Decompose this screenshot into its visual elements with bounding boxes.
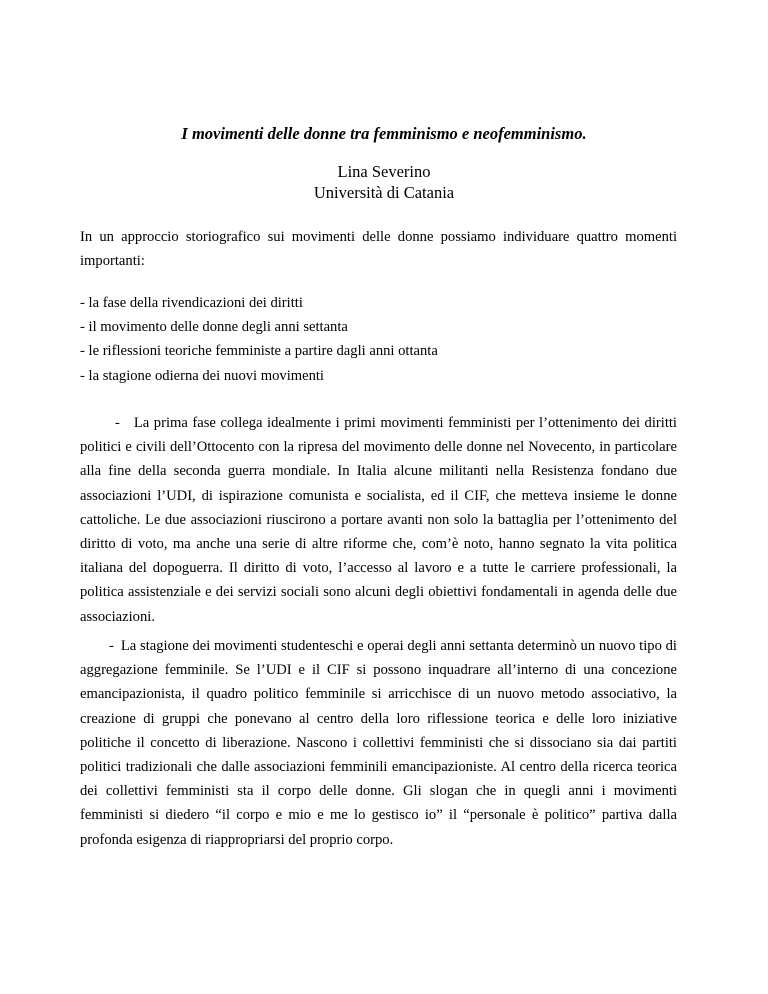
paragraph-text: La stagione dei movimenti studenteschi e operai degli anni settanta determinò un nuovo tipo di aggregazione femminile. Se l’UDI e il CIF si possono inquadrare all’interno di una concezione emancipazionista, il quadro politico femminile si arricchisce di un nuovo metodo associativo, la creazione di gruppi che ponevano al centro della loro riflessione teorica e delle loro iniziative politiche il concetto di liberazione. Nascono i collettivi femministi che si dissociano sia dai partiti politici tradizionali che dalle associazioni femminili emancipazioniste. Al centro della ricerca teorica dei collettivi femministi sta il corpo delle donne. Gli slogan che in quegli anni i movimenti femministi si diedero “il corpo e mio e me lo gestisco io” il “personale è politico” partiva dalla profonda esigenza di riappropriarsi del proprio corpo. bbox=[80, 638, 677, 848]
list-item: - la fase della rivendicazioni dei diritti bbox=[80, 295, 303, 311]
author-name: Lina Severino bbox=[337, 162, 431, 181]
author-affiliation: Università di Catania bbox=[313, 183, 455, 202]
paragraph-dash bbox=[80, 638, 114, 654]
author-block bbox=[0, 161, 768, 203]
dash-glyph: - bbox=[109, 638, 114, 654]
list-item: - le riflessioni teoriche femministe a partire dagli anni ottanta bbox=[80, 343, 438, 360]
list-item: - il movimento delle donne degli anni settanta bbox=[80, 319, 348, 336]
paragraph-first-phase bbox=[80, 411, 677, 629]
intro-paragraph: In un approccio storiografico sui movimenti delle donne possiamo individuare quattro momenti importanti: bbox=[80, 229, 677, 270]
dash-glyph: - bbox=[115, 415, 120, 431]
document-title: I movimenti delle donne tra femminismo e neofemminismo. bbox=[181, 124, 587, 143]
list-item: - la stagione odierna dei nuovi movimenti bbox=[80, 367, 324, 384]
phases-list bbox=[80, 291, 680, 388]
paragraph-second-phase bbox=[80, 634, 677, 852]
paragraph-text: La prima fase collega idealmente i primi movimenti femministi per l’ottenimento dei diritti politici e civili dell’Ottocento con la ripresa del movimento delle donne nel Novecento, in particolare alla fine della seconda guerra mondiale. In Italia alcune militanti nella Resistenza fondano due associazioni l’UDI, di ispirazione comunista e socialista, ed il CIF, che metteva insieme le donne cattoliche. Le due associazioni riuscirono a portare avanti non solo la battaglia per l’ottenimento del diritto di voto, ma anche una serie di altre riforme che, com’è noto, hanno segnato la vita politica italiana del dopoguerra. Il diritto di voto, l’accesso al lavoro e a tutte le carriere professionali, la politica assistenziale e dei servizi sociali sono alcuni degli obiettivi fondamentali in agenda delle due associazioni. bbox=[80, 415, 677, 625]
paragraph-dash bbox=[80, 415, 120, 431]
